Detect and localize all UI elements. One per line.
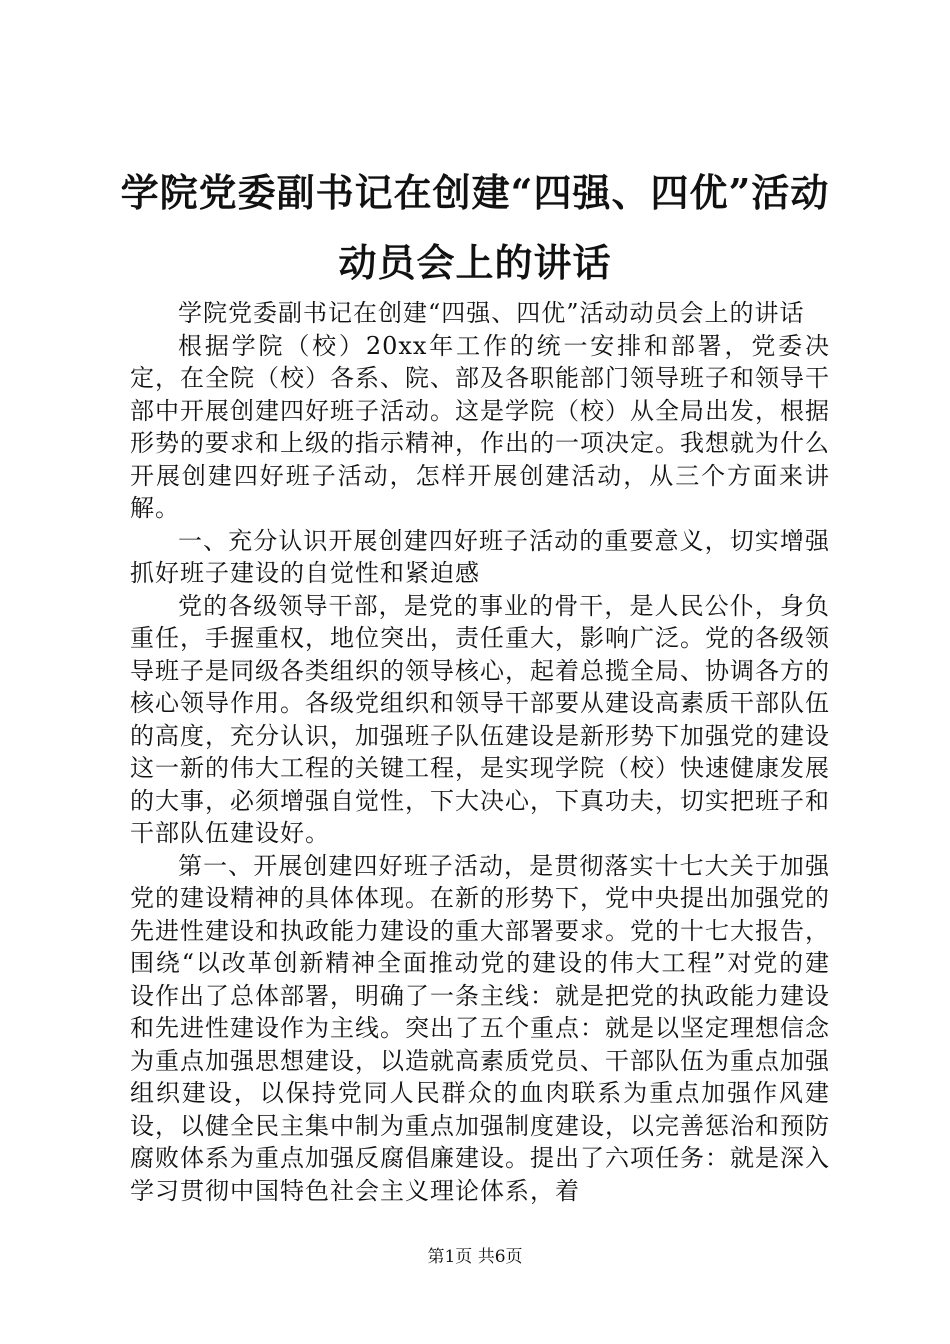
paragraph: 学院党委副书记在创建“四强、四优”活动动员会上的讲话 xyxy=(178,299,805,327)
section-heading: 一、充分认识开展创建四好班子活动的重要意义，切实增强抓好班子建设的自觉性和紧迫感 xyxy=(130,526,830,587)
paragraph: 第一、开展创建四好班子活动，是贯彻落实十七大关于加强党的建设精神的具体体现。在新的形势下，党中央提出加强党的先进性建设和执政能力建设的重大部署要求。党的十七大报告，围绕“以改革创新精神全面推动党的建设的伟大工程”对党的建设作出了总体部署，明确了一条主线：就是把党的执政能力建设和先进性建设作为主线。突出了五个重点：就是以坚定理想信念为重点加强思想建设，以造就高素质党员、干部队伍为重点加强组织建设，以保持党同人民群众的血肉联系为重点加强作风建设，以健全民主集中制为重点加强制度建设，以完善惩治和预防腐败体系为重点加强反腐倡廉建设。提出了六项任务：就是深入学习贯彻中国特色社会主义理论体系，着 xyxy=(130,851,830,1205)
document-body xyxy=(130,297,830,1207)
document-title: 学院党委副书记在创建“四强、四优”活动动员会上的讲话 xyxy=(120,170,830,285)
paragraph: 根据学院（校）20xx年工作的统一安排和部署，党委决定，在全院（校）各系、院、部及各职能部门领导班子和领导干部中开展创建四好班子活动。这是学院（校）从全局出发，根据形势的要求和上级的指示精神，作出的一项决定。我想就为什么开展创建四好班子活动，怎样开展创建活动，从三个方面来讲解。 xyxy=(130,331,830,522)
paragraph: 党的各级领导干部，是党的事业的骨干，是人民公仆，身负重任，手握重权，地位突出，责任重大，影响广泛。党的各级领导班子是同级各类组织的领导核心，起着总揽全局、协调各方的核心领导作用。各级党组织和领导干部要从建设高素质干部队伍的高度，充分认识，加强班子队伍建设是新形势下加强党的建设这一新的伟大工程的关键工程，是实现学院（校）快速健康发展的大事，必须增强自觉性，下大决心，下真功夫，切实把班子和干部队伍建设好。 xyxy=(130,591,830,847)
page-number-footer: 第1页 共6页 xyxy=(427,1247,523,1267)
